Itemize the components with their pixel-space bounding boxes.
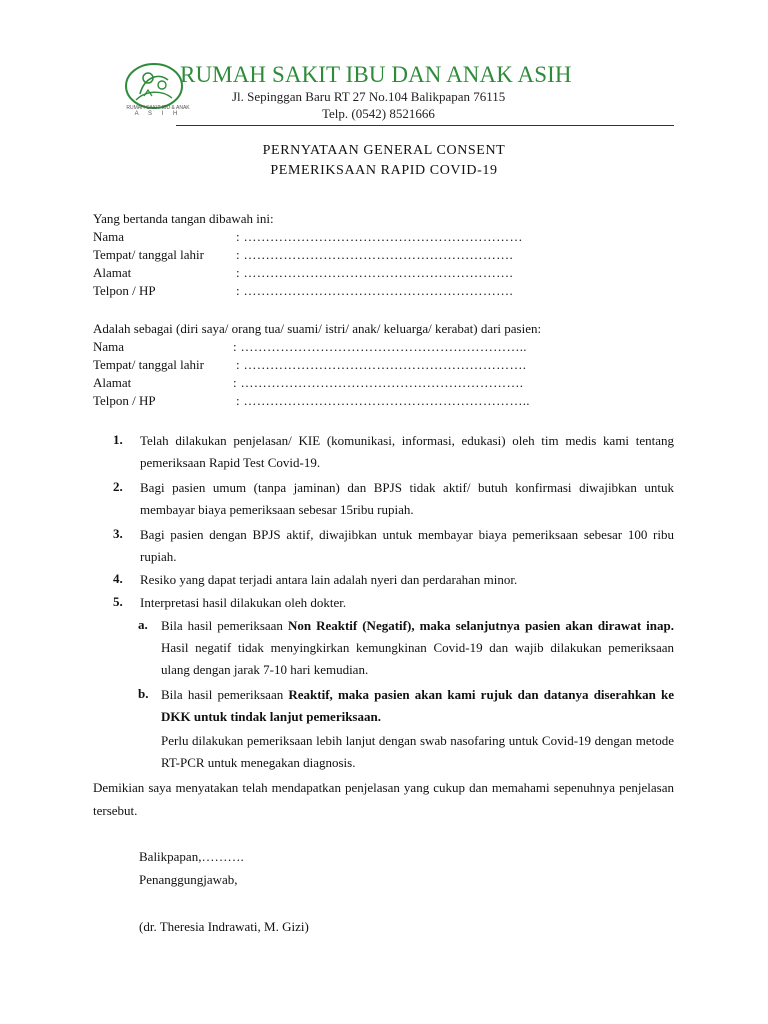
patient-address-field: : ………………………………………………………. bbox=[233, 375, 524, 390]
signer-intro: Yang bertanda tangan dibawah ini: bbox=[93, 211, 274, 226]
patient-name-field: : ……………………………………………………….. bbox=[233, 339, 527, 354]
patient-name-label: Nama bbox=[93, 339, 125, 354]
signer-birth-label: Tempat/ tanggal lahir bbox=[93, 247, 204, 262]
sub-item-b-lead: Bila hasil pemeriksaan bbox=[161, 687, 289, 702]
sub-item-a-bold: Non Reaktif (Negatif), maka selanjutnya pasien akan dirawat inap. bbox=[287, 618, 674, 633]
signer-address-field: : ……………………………………………………. bbox=[236, 265, 514, 280]
patient-birth-field: : ………………………………………………………. bbox=[236, 357, 527, 372]
list-item-5: Interpretasi hasil dilakukan oleh dokter. bbox=[140, 595, 347, 610]
signer-name-field: : ……………………………………………………… bbox=[236, 229, 523, 244]
list-number-5: 5. bbox=[113, 594, 123, 609]
signer-name-label: Nama bbox=[93, 229, 125, 244]
sub-item-a-lead: Bila hasil pemeriksaan bbox=[161, 618, 288, 633]
patient-address-label: Alamat bbox=[93, 375, 132, 390]
patient-phone-label: Telpon / HP bbox=[93, 393, 156, 408]
logo-caption-line2: A S I H bbox=[134, 111, 182, 117]
list-item-3: Bagi pasien dengan BPJS aktif, diwajibkan untuk membayar biaya pemeriksaan sebesar 100 ribu rupiah. bbox=[140, 527, 674, 564]
list-item-4: Resiko yang dapat terjadi antara lain adalah nyeri dan perdarahan minor. bbox=[140, 572, 518, 587]
signer-birth-field: : ……………………………………………………. bbox=[236, 247, 514, 262]
sub-item-b-bold: Reaktif, maka pasien akan kami rujuk dan datanya diserahkan ke DKK untuk tindak lanjut pemeriksaan. bbox=[161, 687, 674, 724]
document-title-line1: PERNYATAAN GENERAL CONSENT bbox=[262, 143, 506, 158]
signer-phone-label: Telpon / HP bbox=[93, 283, 156, 298]
signature-place-date: Balikpapan,………. bbox=[139, 849, 244, 864]
sub-item-b-letter: b. bbox=[138, 686, 149, 701]
signer-address-label: Alamat bbox=[93, 265, 132, 280]
list-item-2: Bagi pasien umum (tanpa jaminan) dan BPJS tidak aktif/ butuh konfirmasi diwajibkan untuk membayar biaya pemeriksaan sebesar 15ribu rupiah. bbox=[140, 480, 674, 517]
closing-statement: Demikian saya menyatakan telah mendapatkan penjelasan yang cukup dan memahami sepenuhnya penjelasan tersebut. bbox=[93, 780, 674, 818]
list-number-2: 2. bbox=[113, 479, 123, 494]
logo-caption bbox=[110, 105, 206, 117]
patient-phone-field: : ……………………………………………………….. bbox=[236, 393, 530, 408]
sub-item-a-letter: a. bbox=[138, 617, 148, 632]
patient-birth-label: Tempat/ tanggal lahir bbox=[93, 357, 204, 372]
signature-name: (dr. Theresia Indrawati, M. Gizi) bbox=[139, 919, 309, 934]
list-number-4: 4. bbox=[113, 571, 123, 586]
sub-item-b-extra: Perlu dilakukan pemeriksaan lebih lanjut dengan swab nasofaring untuk Covid-19 dengan metode RT-PCR untuk menegakan diagnosis. bbox=[161, 733, 674, 770]
patient-intro: Adalah sebagai (diri saya/ orang tua/ suami/ istri/ anak/ keluarga/ kerabat) dari pasien: bbox=[93, 321, 542, 336]
document-title-line2: PEMERIKSAAN RAPID COVID-19 bbox=[270, 163, 498, 178]
signature-role: Penanggungjawab, bbox=[139, 872, 238, 887]
sub-item-a-rest: Hasil negatif tidak menyingkirkan kemungkinan Covid-19 dan wajib dilakukan pemeriksaan ulang dengan jarak 7-10 hari kemudian. bbox=[161, 640, 674, 677]
sub-item-b bbox=[161, 684, 674, 728]
sub-item-a bbox=[161, 615, 674, 681]
hospital-name: RUMAH SAKIT IBU DAN ANAK ASIH bbox=[180, 62, 572, 87]
signer-phone-field: : ……………………………………………………. bbox=[236, 283, 514, 298]
hospital-phone: Telp. (0542) 8521666 bbox=[322, 106, 435, 121]
list-number-3: 3. bbox=[113, 526, 123, 541]
logo-caption-line1: RUMAH SAKIT IBU & ANAK bbox=[126, 105, 190, 111]
list-item-1: Telah dilakukan penjelasan/ KIE (komunikasi, informasi, edukasi) oleh tim medis kami tentang pemeriksaan Rapid Test Covid-19. bbox=[140, 433, 674, 470]
list-number-1: 1. bbox=[113, 432, 123, 447]
hospital-address: Jl. Sepinggan Baru RT 27 No.104 Balikpapan 76115 bbox=[232, 89, 506, 104]
letterhead-divider bbox=[176, 125, 674, 126]
